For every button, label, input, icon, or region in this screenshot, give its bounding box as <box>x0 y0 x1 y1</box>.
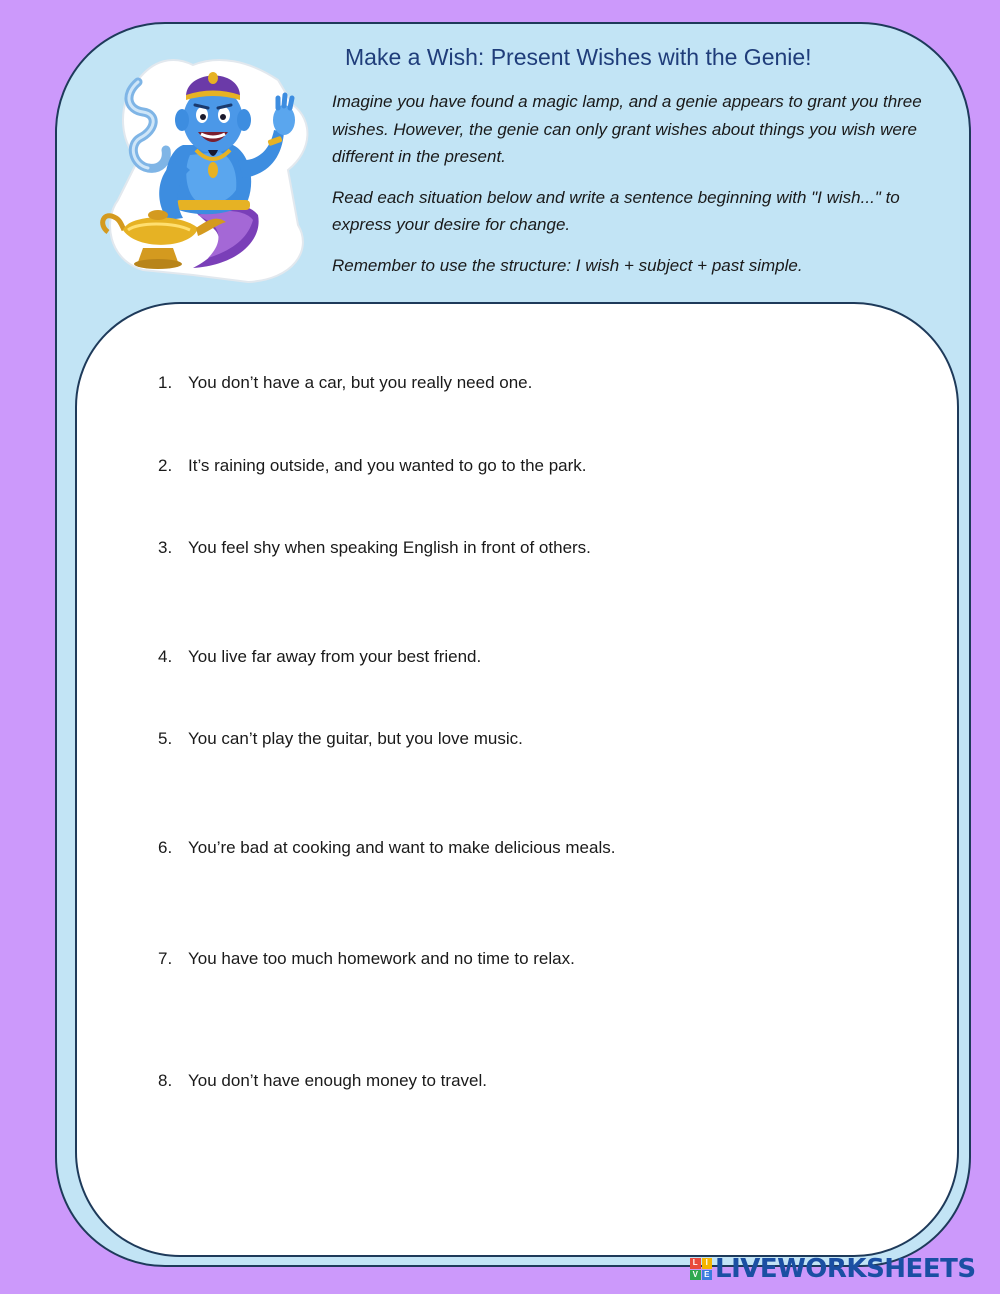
question-number: 1. <box>158 373 173 392</box>
question-text: It’s raining outside, and you wanted to go to the park. <box>188 456 587 475</box>
question-text: You don’t have a car, but you really need one. <box>188 373 533 392</box>
liveworksheets-icon <box>690 1258 712 1280</box>
logo-letter: V <box>690 1270 701 1281</box>
question-text: You’re bad at cooking and want to make delicious meals. <box>188 838 616 857</box>
question-item <box>158 729 523 749</box>
genie-with-lamp-icon <box>98 50 318 285</box>
question-item <box>158 1071 487 1091</box>
question-number: 3. <box>158 538 173 557</box>
question-number: 5. <box>158 729 173 748</box>
question-item <box>158 538 591 558</box>
question-text: You can’t play the guitar, but you love music. <box>188 729 523 748</box>
question-item <box>158 373 532 393</box>
answer-area <box>75 302 959 1257</box>
instructions <box>332 88 954 292</box>
logo-letter: I <box>702 1258 713 1269</box>
logo-letter: E <box>702 1270 713 1281</box>
liveworksheets-logo[interactable] <box>690 1254 976 1284</box>
question-text: You feel shy when speaking English in front of others. <box>188 538 591 557</box>
page-title: Make a Wish: Present Wishes with the Genie! <box>345 44 812 70</box>
logo-letter: L <box>690 1258 701 1269</box>
question-item <box>158 949 575 969</box>
question-item <box>158 456 587 476</box>
question-item <box>158 647 481 667</box>
question-text: You live far away from your best friend. <box>188 647 482 666</box>
question-text: You don’t have enough money to travel. <box>188 1071 487 1090</box>
question-number: 8. <box>158 1071 173 1090</box>
question-number: 7. <box>158 949 173 968</box>
question-number: 6. <box>158 838 173 857</box>
structure-reminder: Remember to use the structure: I wish + subject + past simple. <box>332 255 803 275</box>
instruction-paragraph: Read each situation below and write a sentence beginning with "I wish..." to express your desire for change. <box>332 187 900 234</box>
question-text: You have too much homework and no time to relax. <box>188 949 575 968</box>
question-number: 2. <box>158 456 173 475</box>
question-item <box>158 838 615 858</box>
question-number: 4. <box>158 647 173 666</box>
brand-name: LIVEWORKSHEETS <box>715 1254 976 1284</box>
intro-paragraph: Imagine you have found a magic lamp, and a genie appears to grant you three wishes. However, the genie can only grant wishes about things you wish were different in the present. <box>332 92 922 166</box>
